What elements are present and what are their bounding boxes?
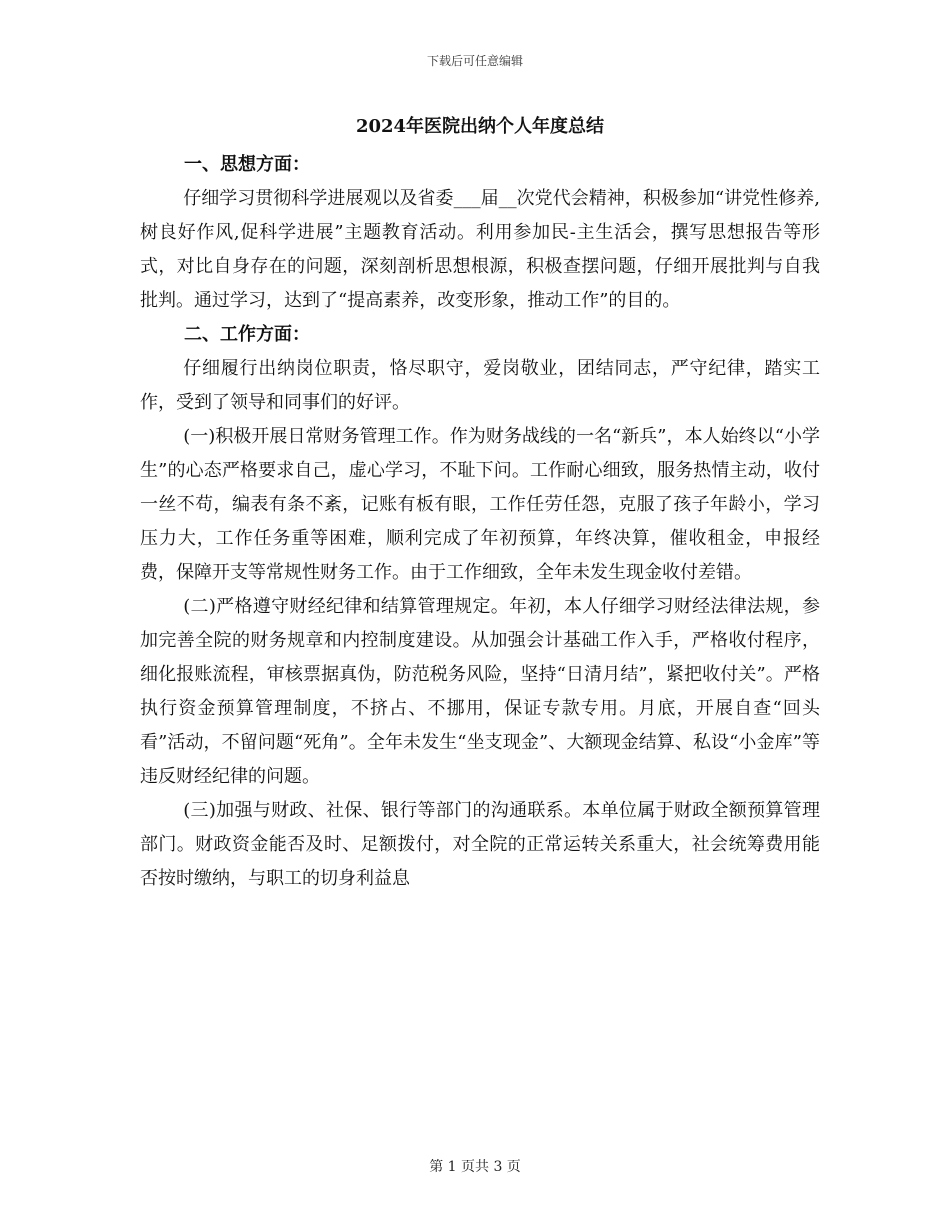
page-header-note: 下载后可任意编辑	[426, 54, 523, 68]
paragraph: (一)积极开展日常财务管理工作。作为财务战线的一名“新兵”，本人始终以“小学生”的心态严格要求自己，虚心学习，不耻下问。工作耐心细致，服务热情主动，收付一丝不苟，编表有条不紊，记账有板有眼，工作任劳任怨，克服了孩子年龄小，学习压力大，工作任务重等困难，顺利完成了年初预算，年终决算，催收租金，申报经费，保障开支等常规性财务工作。由于工作细致，全年未发生现金收付差错。	[140, 426, 820, 583]
document-title: 2024年医院出纳个人年度总结	[355, 116, 605, 137]
document-body	[140, 112, 820, 896]
page-number: 第 1 页共 3 页	[429, 1159, 521, 1175]
paragraph: 仔细履行出纳岗位职责，恪尽职守，爱岗敬业，团结同志，严守纪律，踏实工作，受到了领导和同事们的好评。	[140, 358, 820, 413]
paragraph: 仔细学习贯彻科学进展观以及省委___届__次党代会精神，积极参加“讲党性修养,树良好作风,促科学进展”主题教育活动。利用参加民-主生活会，撰写思想报告等形式，对比自身存在的问题，深刻剖析思想根源，积极查摆问题，仔细开展批判与自我批判。通过学习，达到了“提高素养，改变形象，推动工作”的目的。	[140, 188, 820, 311]
section-heading-thought: 一、思想方面：	[184, 154, 310, 175]
paragraph: (三)加强与财政、社保、银行等部门的沟通联系。本单位属于财政全额预算管理部门。财政资金能否及时、足额拨付，对全院的正常运转关系重大，社会统筹费用能否按时缴纳，与职工的切身利益息	[140, 800, 820, 889]
paragraph: (二)严格遵守财经纪律和结算管理规定。年初，本人仔细学习财经法律法规，参加完善全院的财务规章和内控制度建设。从加强会计基础工作入手，严格收付程序，细化报账流程，审核票据真伪，防范税务风险，坚持“日清月结”，紧把收付关”。严格执行资金预算管理制度，不挤占、不挪用，保证专款专用。月底，开展自查“回头看”活动，不留问题“死角”。全年未发生“坐支现金”、大额现金结算、私设“小金库”等违反财经纪律的问题。	[140, 596, 820, 787]
section-heading-work: 二、工作方面：	[184, 324, 310, 345]
